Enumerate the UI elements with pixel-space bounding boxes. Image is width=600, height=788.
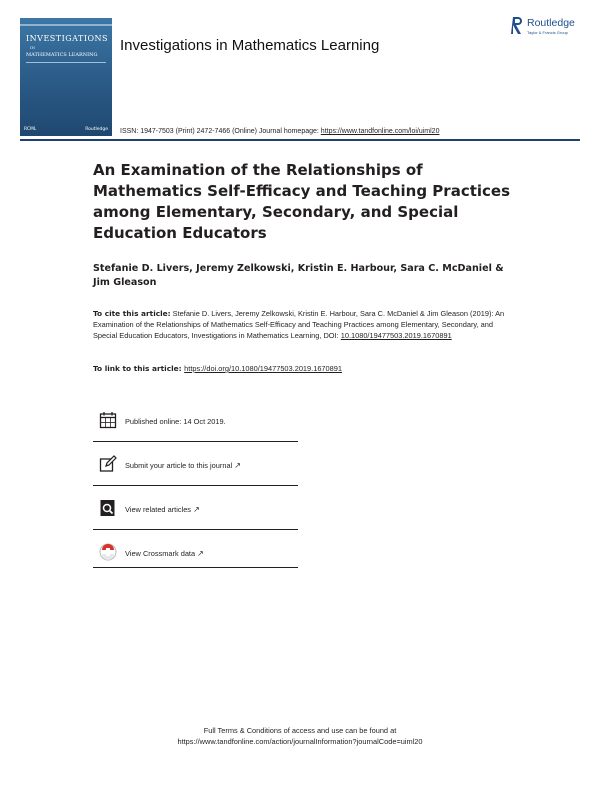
- doi-link[interactable]: 10.1080/19477503.2019.1670891: [340, 331, 452, 340]
- external-link-icon: ↗: [193, 505, 200, 514]
- cover-publisher-right: Routledge: [85, 127, 108, 132]
- related-articles-link[interactable]: View related articles ↗: [125, 505, 200, 514]
- header-rule: [20, 139, 580, 141]
- published-date: Published online: 14 Oct 2019.: [125, 417, 226, 426]
- article-authors: Stefanie D. Livers, Jeremy Zelkowski, Kristin E. Harbour, Sara C. McDaniel & Jim Gleason: [93, 263, 504, 288]
- related-articles-row[interactable]: [93, 491, 298, 529]
- crossmark-icon: [99, 543, 117, 561]
- journal-cover: [20, 18, 112, 136]
- published-row: [93, 403, 298, 441]
- calendar-icon: [99, 411, 117, 429]
- journal-title: Investigations in Mathematics Learning: [120, 37, 380, 54]
- external-link-icon: ↗: [197, 549, 204, 558]
- panel-divider: [93, 441, 298, 442]
- publisher-tagline: Taylor & Francis Group: [527, 30, 568, 35]
- panel-divider: [93, 529, 298, 530]
- journal-homepage-link[interactable]: https://www.tandfonline.com/loi/uiml20: [320, 128, 440, 135]
- submit-article-link[interactable]: Submit your article to this journal ↗: [125, 461, 241, 470]
- cover-title-line1: INVESTIGATIONS: [26, 34, 109, 43]
- article-title: An Examination of the Relationships of Mathematics Self-Efficacy and Teaching Practices among Elementary, Secondary, and Special Education Educators: [93, 161, 511, 242]
- link-label: To link to this article:: [93, 364, 185, 373]
- footer-journal-info-link[interactable]: https://www.tandfonline.com/action/journalInformation?journalCode=uiml20: [177, 736, 423, 746]
- article-url-link[interactable]: https://doi.org/10.1080/19477503.2019.1670891: [184, 364, 342, 373]
- routledge-r-icon: [511, 16, 524, 36]
- cover-band: [20, 24, 112, 26]
- document-search-icon: [99, 499, 117, 517]
- panel-divider: [93, 567, 298, 568]
- cover-rule: [26, 62, 106, 63]
- issn-text: ISSN: 1947-7503 (Print) 2472-7466 (Online) Journal homepage:: [120, 128, 321, 135]
- cover-publisher-left: RCML: [24, 127, 37, 132]
- cover-title-line2: IN: [30, 45, 36, 50]
- panel-divider: [93, 485, 298, 486]
- issn-line: [120, 128, 439, 135]
- citation-text: Stefanie D. Livers, Jeremy Zelkowski, Kristin E. Harbour, Sara C. McDaniel & Jim Gleason (2019): An Examination of the Relationships of Mathematics Self-Efficacy and Teaching Practices among Elementary, Secondary, and Special Education Educators, Investigations in Mathematics Learning, DOI:: [93, 309, 505, 340]
- publisher-logo[interactable]: [511, 16, 591, 40]
- article-actions-panel: [93, 403, 298, 573]
- edit-icon: [99, 455, 117, 473]
- citation-block: [93, 308, 513, 341]
- publisher-name: Routledge: [527, 17, 575, 29]
- submit-article-row[interactable]: [93, 447, 298, 485]
- crossmark-link[interactable]: View Crossmark data ↗: [125, 549, 204, 558]
- external-link-icon: ↗: [234, 461, 241, 470]
- citation-label: To cite this article:: [93, 309, 171, 318]
- article-link-line: [93, 364, 513, 373]
- cover-title-line3: MATHEMATICS LEARNING: [26, 52, 98, 58]
- footer: [0, 726, 600, 747]
- footer-terms: Full Terms & Conditions of access and use can be found at: [203, 726, 397, 735]
